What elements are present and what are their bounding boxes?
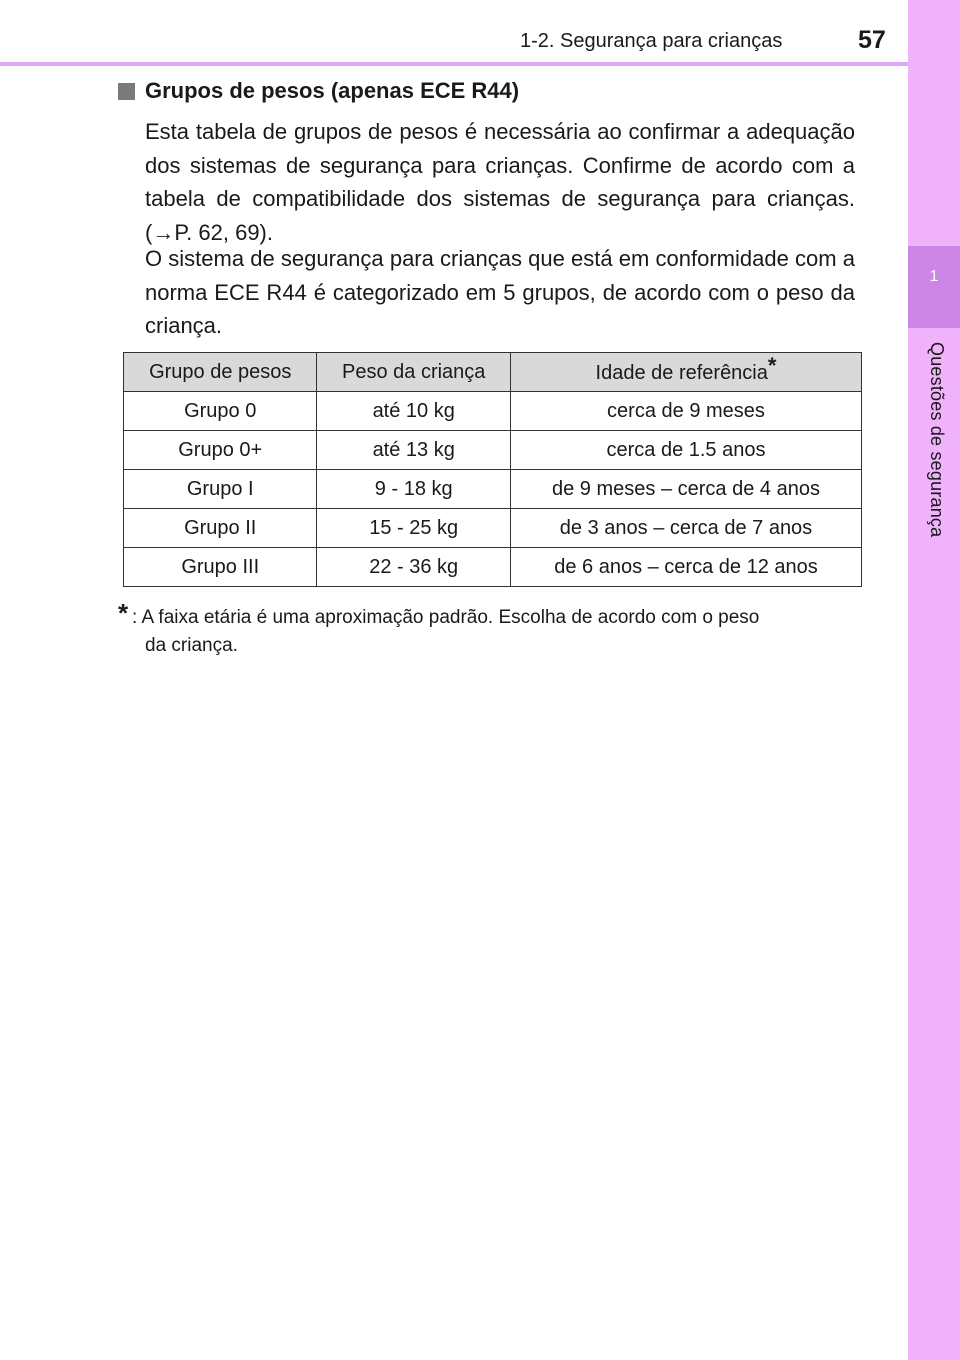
chapter-label: Questões de segurança	[927, 342, 947, 538]
table-row	[124, 392, 862, 431]
table-cell: 9 - 18 kg	[317, 470, 511, 509]
table-cell: até 10 kg	[317, 392, 511, 431]
footnote-line-2: da criança.	[145, 635, 238, 656]
table-cell: de 3 anos – cerca de 7 anos	[510, 509, 861, 548]
table-cell: Grupo II	[124, 509, 317, 548]
paragraph-intro: Esta tabela de grupos de pesos é necessária ao confirmar a adequação dos sistemas de segurança para crianças. Confirme de acordo com a tabela de compatibilidade dos sistemas de segurança para crianças. (→P. 62, 69).	[145, 119, 855, 245]
square-bullet-icon	[118, 83, 135, 100]
footnote-text	[132, 604, 854, 660]
table-cell: de 6 anos – cerca de 12 anos	[510, 548, 861, 587]
table-cell: cerca de 1.5 anos	[510, 431, 861, 470]
table-cell: até 13 kg	[317, 431, 511, 470]
table-cell: 22 - 36 kg	[317, 548, 511, 587]
table-header-cell: Grupo de pesos	[124, 353, 317, 392]
table-cell: Grupo I	[124, 470, 317, 509]
chapter-number-box	[908, 246, 960, 328]
section-title: 1-2. Segurança para crianças	[520, 30, 783, 52]
table-cell: Grupo 0	[124, 392, 317, 431]
footnote-line-1: : A faixa etária é uma aproximação padrão. Escolha de acordo com o peso	[132, 607, 760, 628]
section-heading: Grupos de pesos (apenas ECE R44)	[145, 78, 520, 103]
chapter-number: 1	[929, 268, 939, 285]
paragraph-categories: O sistema de segurança para crianças que está em conformidade com a norma ECE R44 é categorizado em 5 grupos, de acordo com o peso da criança.	[145, 246, 855, 338]
table-cell: Grupo 0+	[124, 431, 317, 470]
footnote-mark: *	[767, 353, 777, 378]
page-number: 57	[858, 26, 886, 54]
table-row	[124, 431, 862, 470]
table-header-cell-age	[510, 353, 861, 392]
table-header-row	[124, 353, 862, 392]
table-row	[124, 548, 862, 587]
header-divider	[0, 62, 908, 66]
table-header-cell: Peso da criança	[317, 353, 511, 392]
table-row	[124, 509, 862, 548]
header-label: Idade de referência	[595, 362, 768, 384]
table-cell: cerca de 9 meses	[510, 392, 861, 431]
chapter-side-tab	[908, 0, 960, 1360]
table-row	[124, 470, 862, 509]
footnote-mark: *	[118, 598, 129, 628]
table-cell: Grupo III	[124, 548, 317, 587]
table-cell: de 9 meses – cerca de 4 anos	[510, 470, 861, 509]
table-cell: 15 - 25 kg	[317, 509, 511, 548]
weight-groups-table	[123, 352, 862, 587]
